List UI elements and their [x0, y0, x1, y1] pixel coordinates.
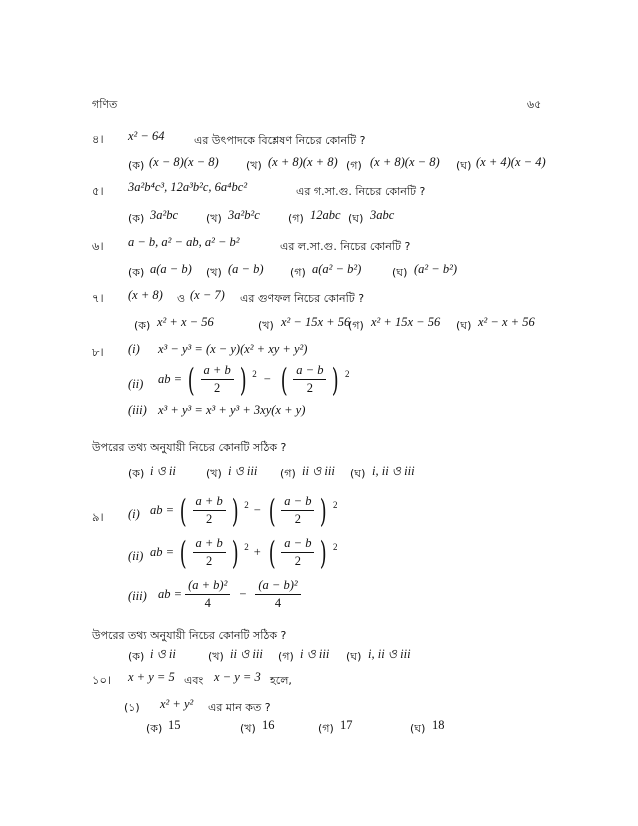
option-label[interactable]: (ক): [134, 319, 151, 332]
header-title: গণিত: [92, 98, 118, 111]
right-paren: ): [231, 533, 239, 572]
question-stem-math: x² − 64: [128, 129, 165, 143]
formula-lhs: ab =: [150, 503, 175, 517]
question-stem-math: (x + 8): [128, 288, 163, 302]
statement-formula: [150, 491, 338, 530]
question-stem-math: a − b, a² − ab, a² − b²: [128, 235, 240, 249]
question-stem-math: x − y = 3: [214, 670, 261, 684]
sub-question-math: x² + y²: [160, 697, 194, 711]
question-stem-text: এর ল.সা.গু. নিচের কোনটি ?: [280, 240, 411, 253]
sub-question-text: এর মান কত ?: [208, 701, 271, 714]
left-paren: (: [179, 491, 187, 530]
fraction: $\frac{a + b}{2}$: [201, 363, 234, 396]
operator: −: [263, 372, 271, 386]
fraction: $\frac{a - b}{2}$: [281, 494, 314, 527]
sub-question-label: (১): [124, 701, 140, 714]
option-label[interactable]: (ক): [128, 212, 145, 225]
option-value[interactable]: i, ii ও iii: [368, 647, 411, 661]
option-label[interactable]: (খ): [206, 266, 222, 279]
left-paren: (: [268, 491, 276, 530]
option-value[interactable]: 15: [168, 718, 181, 732]
right-paren: ): [320, 491, 328, 530]
exponent: 2: [244, 499, 249, 510]
formula-lhs: ab =: [150, 545, 175, 559]
option-label[interactable]: (ক): [128, 650, 145, 663]
fraction: $\frac{\text{(a + b)²}}{4}$: [185, 578, 230, 611]
option-value[interactable]: 18: [432, 718, 445, 732]
statement-formula: [150, 533, 338, 572]
option-label[interactable]: (ঘ): [350, 467, 366, 480]
option-label[interactable]: (ঘ): [456, 159, 472, 172]
right-paren: ): [320, 533, 328, 572]
option-value[interactable]: 12abc: [310, 208, 341, 222]
question-stem-text: এর গ.সা.গু. নিচের কোনটি ?: [296, 185, 426, 198]
option-value[interactable]: (a − b): [228, 262, 264, 276]
option-label[interactable]: (ঘ): [456, 319, 472, 332]
option-label[interactable]: (ঘ): [348, 212, 364, 225]
option-value[interactable]: x² + x − 56: [157, 315, 214, 329]
option-value[interactable]: i ও iii: [228, 464, 258, 478]
question-stem-conj: এবং: [184, 674, 204, 687]
question-stem-conj: ও: [177, 292, 186, 305]
exponent: 2: [244, 541, 249, 552]
question-number: ৮।: [92, 345, 104, 359]
option-label[interactable]: (গ): [278, 650, 294, 663]
option-value[interactable]: 16: [262, 718, 275, 732]
option-label[interactable]: (খ): [206, 467, 222, 480]
exponent: 2: [332, 499, 338, 510]
right-paren: ): [239, 360, 247, 399]
option-value[interactable]: (x + 8)(x − 8): [370, 155, 440, 169]
option-label[interactable]: (খ): [258, 319, 274, 332]
statement-formula: [158, 578, 301, 611]
question-stem-math: 3a²b⁴c³, 12a³b²c, 6a⁴bc²: [128, 180, 248, 194]
question-stem-math: (x − 7): [190, 288, 225, 302]
option-value[interactable]: i ও ii: [150, 647, 176, 661]
fraction: $\frac{\text{(a − b)²}}{4}$: [255, 578, 300, 611]
question-number: ৪।: [92, 132, 104, 146]
option-value[interactable]: (x + 4)(x − 4): [476, 155, 546, 169]
formula-lhs: ab =: [158, 587, 183, 601]
fraction: $\frac{a - b}{2}$: [293, 363, 326, 396]
option-value[interactable]: 3abc: [370, 208, 395, 222]
option-label[interactable]: (ক): [128, 467, 145, 480]
fraction: $\frac{a + b}{2}$: [193, 494, 226, 527]
option-label[interactable]: (গ): [318, 722, 334, 735]
option-value[interactable]: ii ও iii: [302, 464, 335, 478]
option-value[interactable]: x² − x + 56: [478, 315, 535, 329]
statement-label: (ii): [128, 549, 144, 563]
exponent: 2: [332, 541, 338, 552]
option-label[interactable]: (ঘ): [410, 722, 426, 735]
statement-label: (iii): [128, 403, 147, 417]
operator: +: [253, 545, 261, 559]
option-label[interactable]: (গ): [280, 467, 296, 480]
option-label[interactable]: (ঘ): [346, 650, 362, 663]
question-stem-text: এর উৎপাদকে বিশ্লেষণ নিচের কোনটি ?: [194, 134, 366, 147]
statement-text: x³ − y³ = (x − y)(x² + xy + y²): [158, 342, 308, 356]
option-label[interactable]: (খ): [206, 212, 222, 225]
question-number: ৭।: [92, 291, 104, 305]
option-label[interactable]: (ক): [128, 266, 145, 279]
question-stem-text: এর গুণফল নিচের কোনটি ?: [240, 292, 365, 305]
option-value[interactable]: (x − 8)(x − 8): [149, 155, 219, 169]
option-label[interactable]: (গ): [288, 212, 304, 225]
option-value[interactable]: x² + 15x − 56: [371, 315, 441, 329]
option-label[interactable]: (গ): [346, 159, 362, 172]
header-page-number: ৬৫: [527, 98, 542, 111]
statement-formula: [158, 360, 350, 399]
option-value[interactable]: 3a²b²c: [228, 208, 260, 222]
left-paren: (: [187, 360, 195, 399]
option-value[interactable]: (x + 8)(x + 8): [268, 155, 338, 169]
left-paren: (: [280, 360, 288, 399]
statement-label: (i): [128, 507, 140, 521]
statement-label: (i): [128, 342, 140, 356]
statement-label: (iii): [128, 589, 147, 603]
right-paren: ): [332, 360, 340, 399]
option-value[interactable]: i ও iii: [300, 647, 330, 661]
option-value[interactable]: x² − 15x + 56: [281, 315, 351, 329]
option-label[interactable]: (খ): [240, 722, 256, 735]
option-value[interactable]: ii ও iii: [230, 647, 263, 661]
question-number: ১০।: [92, 673, 112, 687]
question-stem-math: x + y = 5: [128, 670, 175, 684]
question-prompt: উপরের তথ্য অনুযায়ী নিচের কোনটি সঠিক ?: [92, 629, 287, 642]
option-label[interactable]: (ক): [146, 722, 163, 735]
option-value[interactable]: 17: [340, 718, 353, 732]
left-paren: (: [179, 533, 187, 572]
question-number: ৬।: [92, 239, 104, 253]
exponent: 2: [252, 368, 257, 379]
option-label[interactable]: (খ): [246, 159, 262, 172]
right-paren: ): [231, 491, 239, 530]
option-value[interactable]: a(a² − b²): [312, 262, 362, 276]
option-label[interactable]: (গ): [348, 319, 364, 332]
question-number: ৯।: [92, 510, 104, 524]
option-value[interactable]: i, ii ও iii: [372, 464, 415, 478]
operator: −: [253, 503, 261, 517]
option-label[interactable]: (ক): [128, 159, 145, 172]
left-paren: (: [268, 533, 276, 572]
option-label[interactable]: (ঘ): [392, 266, 408, 279]
fraction: $\frac{a + b}{2}$: [193, 536, 226, 569]
option-value[interactable]: (a² − b²): [414, 262, 458, 276]
formula-lhs: ab =: [158, 372, 183, 386]
question-prompt: উপরের তথ্য অনুযায়ী নিচের কোনটি সঠিক ?: [92, 441, 287, 454]
statement-text: x³ + y³ = x³ + y³ + 3xy(x + y): [158, 403, 306, 417]
option-label[interactable]: (গ): [290, 266, 306, 279]
question-stem-text: হলে,: [270, 674, 292, 687]
question-number: ৫।: [92, 184, 104, 198]
option-value[interactable]: a(a − b): [150, 262, 192, 276]
fraction: $\frac{a - b}{2}$: [281, 536, 314, 569]
option-label[interactable]: (খ): [208, 650, 224, 663]
statement-label: (ii): [128, 377, 144, 391]
option-value[interactable]: i ও ii: [150, 464, 176, 478]
option-value[interactable]: 3a²bc: [150, 208, 179, 222]
operator: −: [239, 587, 247, 601]
exponent: 2: [344, 368, 350, 379]
